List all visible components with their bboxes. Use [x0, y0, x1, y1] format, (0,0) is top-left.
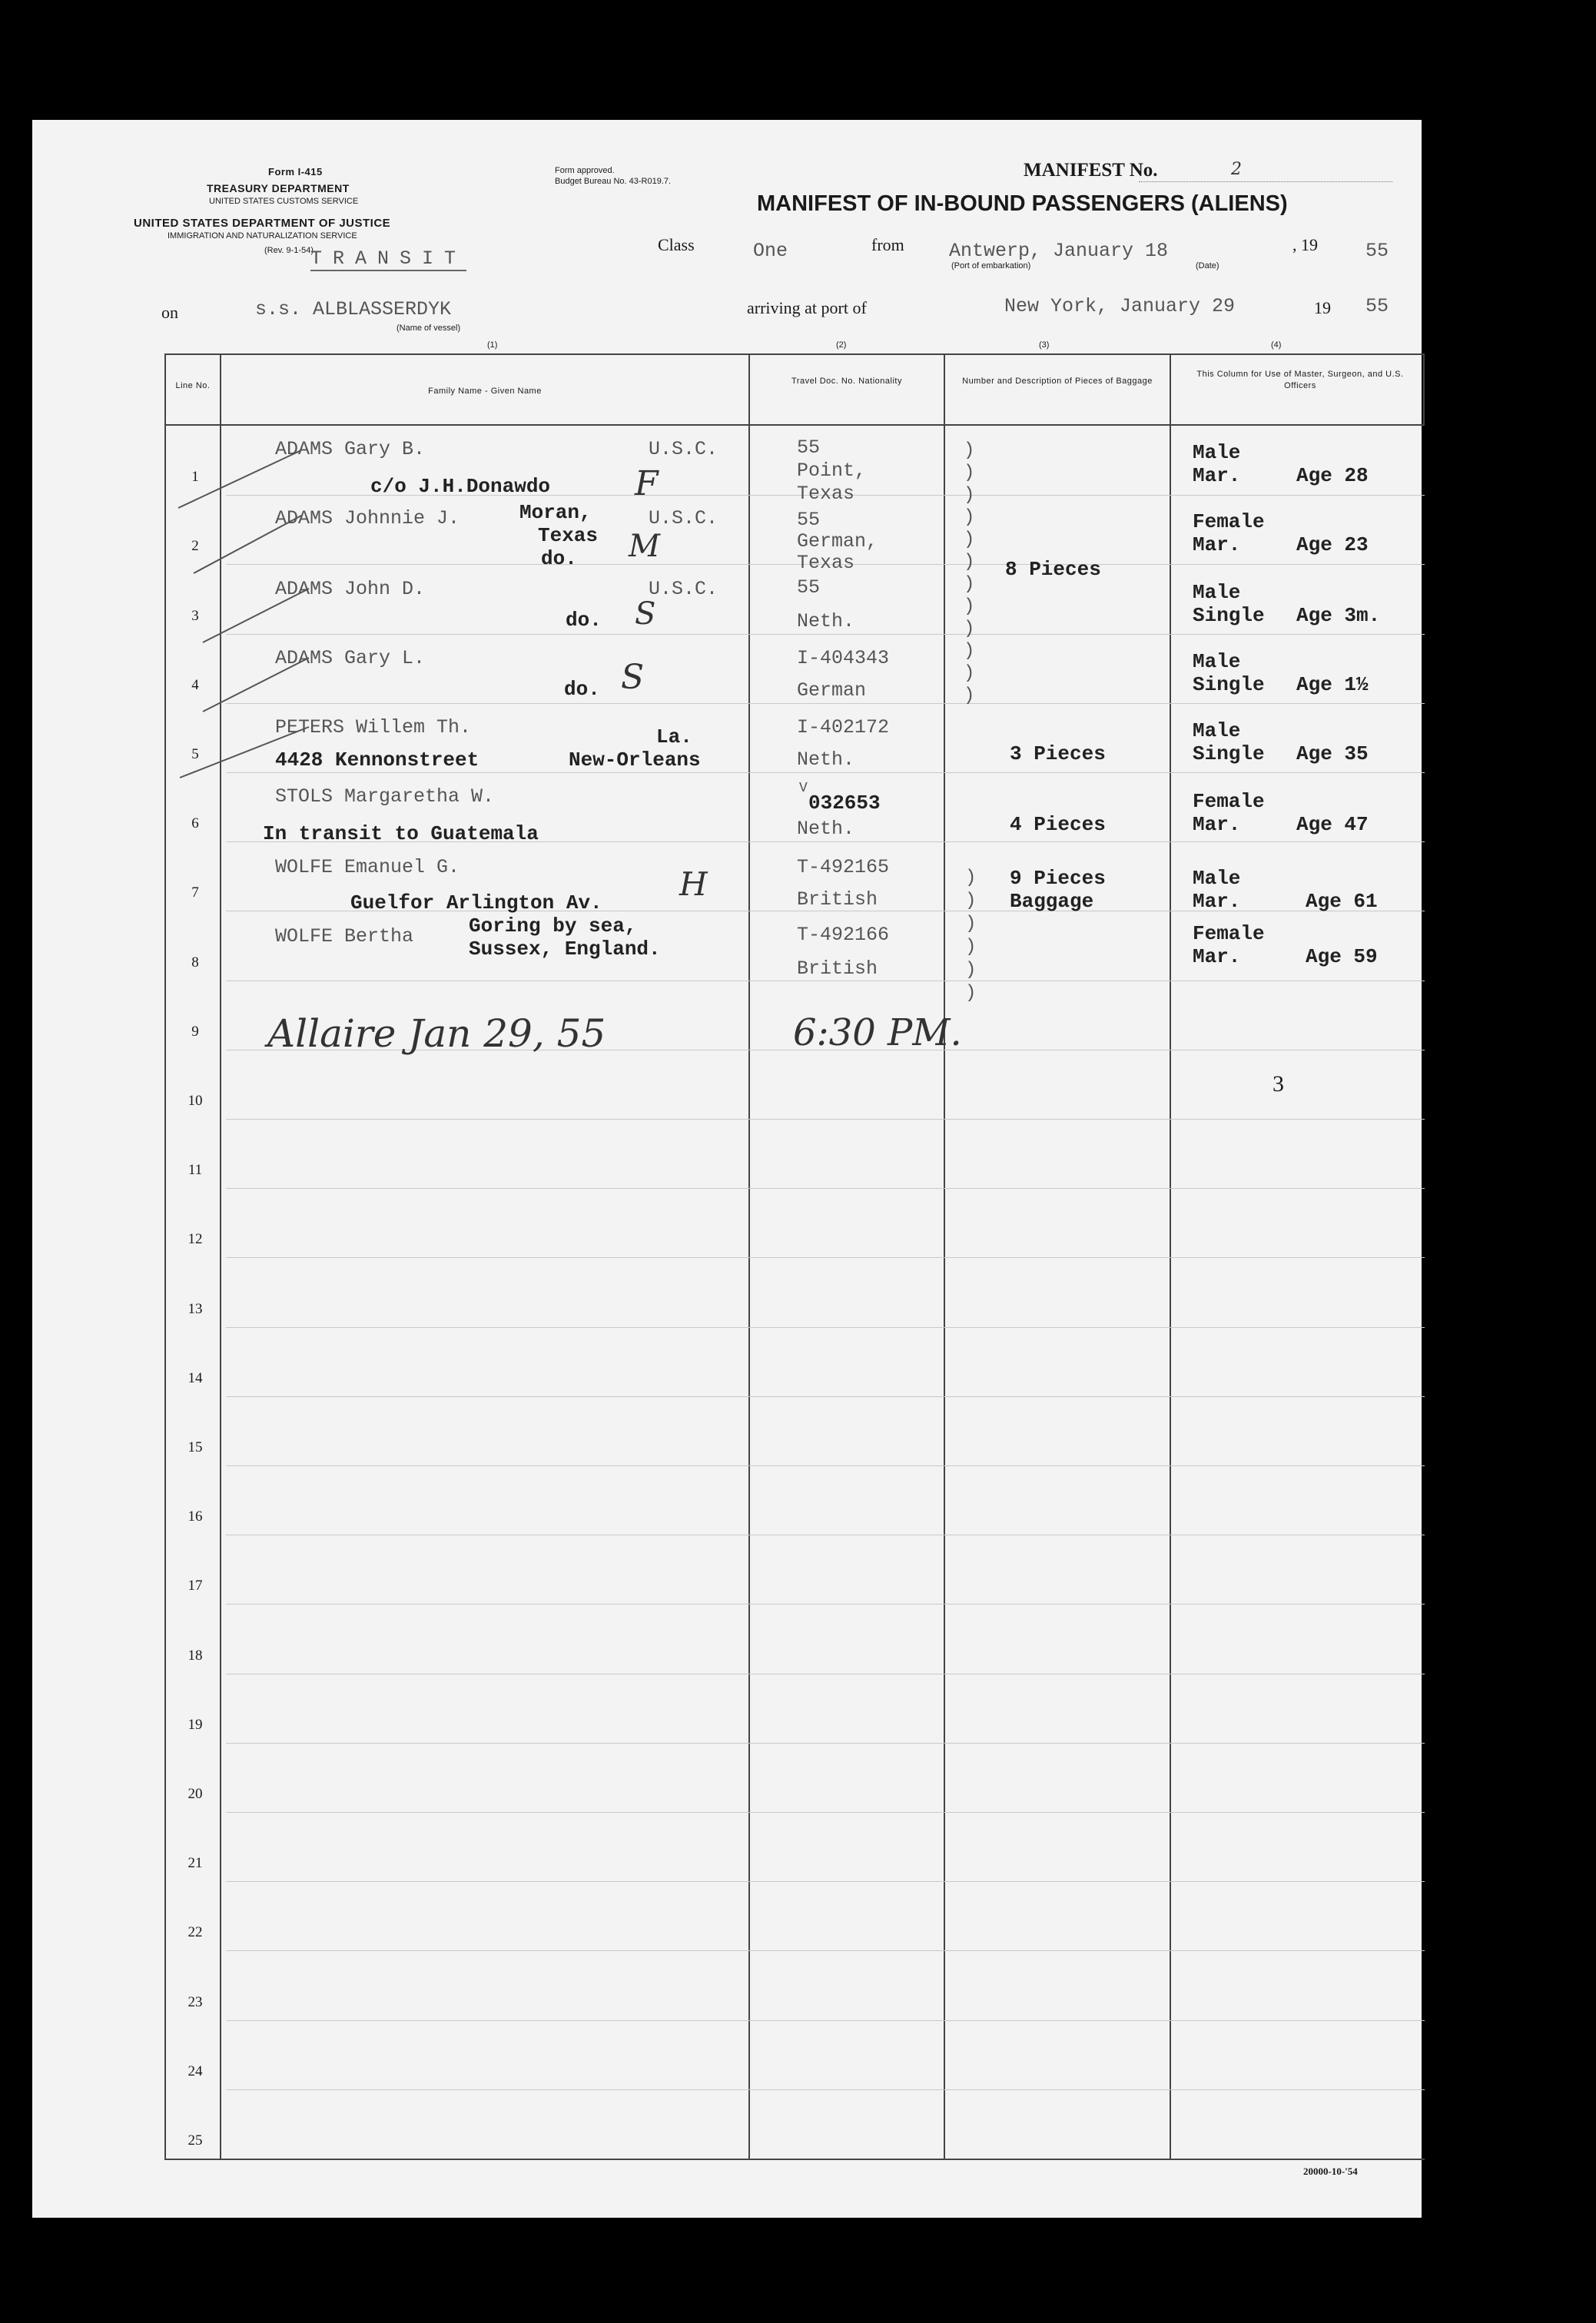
check-mark-1: [178, 450, 301, 508]
entry-name-7: WOLFE Emanuel G.: [275, 856, 460, 878]
entry-doc-2b: German,: [797, 530, 878, 553]
entry-mark-7: H: [679, 865, 708, 903]
row-rule: [226, 1881, 1425, 1882]
line-number: 21: [187, 1855, 203, 1872]
year-value-1: 55: [1365, 240, 1389, 262]
entry-mark-2: M: [629, 529, 660, 564]
entry-status-8: Mar.: [1193, 945, 1241, 968]
entry-status-6: Mar.: [1193, 813, 1241, 836]
row-rule: [226, 1257, 1425, 1258]
line-number: 19: [187, 1716, 203, 1733]
entry-sex-8: Female: [1193, 922, 1265, 945]
check-mark-5: [180, 727, 309, 778]
budget-bureau: Budget Bureau No. 43-R019.7.: [555, 177, 672, 186]
check-mark-2: [194, 516, 301, 573]
entry-doc-6a: V: [799, 781, 808, 796]
entry-citizen-3: U.S.C.: [649, 578, 718, 600]
column-number-2: (2): [836, 340, 847, 350]
check-marks: [32, 120, 1422, 1042]
entry-status-4: Single: [1193, 673, 1265, 696]
entry-doc-1b: Point,: [797, 460, 867, 482]
check-mark-4: [203, 658, 309, 712]
on-label: on: [161, 303, 178, 322]
manifest-page: [32, 120, 1422, 2218]
entry-doc-8a: T-492166: [797, 924, 890, 946]
manifest-number-value: 2: [1231, 160, 1242, 179]
entry-address-6: In transit to Guatemala: [263, 822, 539, 845]
entry-address-3: do.: [566, 609, 602, 632]
line-number: 11: [187, 1162, 203, 1179]
line-number: 16: [187, 1508, 203, 1525]
year-value-2: 55: [1365, 295, 1389, 317]
row-rule: [226, 1950, 1425, 1951]
inspector-signature: Allaire Jan 29, 55: [267, 1011, 606, 1056]
entry-address-5a: 4428 Kennonstreet: [275, 748, 479, 772]
entry-age-1: Age 28: [1296, 464, 1369, 487]
entry-age-3: Age 3m.: [1296, 604, 1381, 627]
line-number: 3: [191, 607, 199, 624]
entry-mark-4: S: [621, 658, 645, 697]
vessel-name: s.s. ALBLASSERDYK: [255, 298, 452, 320]
arrival-value: New York, January 29: [1004, 295, 1236, 317]
column-number-4: (4): [1271, 340, 1282, 350]
entry-baggage-5: 3 Pieces: [1010, 742, 1106, 765]
from-value: Antwerp, January 18: [949, 240, 1169, 262]
treasury-dept: TREASURY DEPARTMENT: [207, 182, 350, 194]
entry-address-8a: Goring by sea,: [469, 914, 637, 937]
row-rule: [226, 1396, 1425, 1397]
entry-baggage-6: 4 Pieces: [1010, 813, 1106, 836]
line-number: 1: [191, 469, 199, 486]
row-rule: [226, 1465, 1425, 1466]
year-prefix-1: , 19: [1292, 235, 1318, 254]
entry-mark-3: S: [635, 596, 656, 632]
inspection-time: 6:30 PM.: [793, 1011, 962, 1054]
line-number: 7: [191, 884, 199, 901]
entry-address-5b: La.: [656, 725, 692, 748]
line-number: 22: [187, 1924, 203, 1941]
print-code: 20000-10-'54: [1303, 2165, 1358, 2177]
transit-stamp: TRANSIT: [310, 247, 467, 270]
entry-doc-2a: 55: [797, 509, 821, 531]
check-mark-3: [203, 589, 309, 642]
row-rule: [226, 1812, 1425, 1813]
line-number: 12: [187, 1231, 203, 1248]
line-number: 4: [191, 676, 199, 693]
entry-status-7: Mar.: [1193, 890, 1241, 913]
entry-name-6: STOLS Margaretha W.: [275, 785, 495, 808]
line-number: 2: [191, 538, 199, 555]
column-header-name: Family Name - Given Name: [428, 387, 542, 396]
row-rule: [226, 1604, 1425, 1605]
entry-citizen-2: U.S.C.: [649, 507, 718, 529]
justice-dept: UNITED STATES DEPARTMENT OF JUSTICE: [134, 217, 391, 230]
table-right-rule: [1423, 353, 1425, 424]
column-header-officers: This Column for Use of Master, Surgeon, and U.S. Officers: [1196, 370, 1404, 390]
entry-address-2c: do.: [541, 547, 577, 570]
entry-sex-4: Male: [1193, 650, 1241, 673]
entry-doc-3a: 55: [797, 576, 821, 599]
entry-age-5: Age 35: [1296, 742, 1369, 765]
entry-name-3: ADAMS John D.: [275, 578, 426, 600]
entry-age-8: Age 59: [1306, 945, 1378, 968]
entry-address-7: Guelfor Arlington Av.: [350, 891, 602, 914]
row-rule: [226, 2020, 1425, 2021]
entry-doc-6c: Neth.: [797, 818, 855, 840]
class-value: One: [753, 240, 788, 262]
entry-sex-6: Female: [1193, 790, 1265, 813]
entry-doc-1a: 55: [797, 436, 821, 459]
line-number: 6: [191, 815, 199, 832]
line-number: 5: [191, 746, 199, 762]
entry-name-5: PETERS Willem Th.: [275, 716, 472, 738]
customs-service: UNITED STATES CUSTOMS SERVICE: [209, 197, 359, 206]
entry-age-2: Age 23: [1296, 533, 1369, 556]
form-approved: Form approved.: [555, 166, 615, 175]
column-header-baggage: Number and Description of Pieces of Baggage: [962, 377, 1153, 386]
entry-age-7: Age 61: [1306, 890, 1378, 913]
entry-doc-5b: Neth.: [797, 748, 855, 771]
line-number: 14: [187, 1369, 203, 1386]
line-number: 24: [187, 2062, 203, 2079]
brackets-rows-7-8: ) ) ) ) ) ): [965, 868, 977, 1004]
manifest-title: MANIFEST OF IN-BOUND PASSENGERS (ALIENS): [757, 191, 1288, 216]
column-number-3: (3): [1039, 340, 1050, 350]
column-header-line-no: Line No.: [175, 381, 211, 390]
line-number: 23: [187, 1993, 203, 2010]
line-number: 18: [187, 1647, 203, 1664]
entry-doc-7b: British: [797, 888, 878, 911]
row-rule: [226, 1327, 1425, 1328]
entry-baggage-group: 8 Pieces: [1005, 558, 1101, 581]
entry-name-8: WOLFE Bertha: [275, 925, 414, 947]
column-header-travel: Travel Doc. No. Nationality: [791, 377, 902, 386]
line-number: 13: [187, 1300, 203, 1317]
entry-sex-7: Male: [1193, 867, 1241, 890]
entry-address-2b: Texas: [538, 524, 599, 547]
entry-baggage-7a: 9 Pieces: [1010, 867, 1106, 890]
form-number: Form I-415: [268, 166, 323, 178]
manifest-number-label: MANIFEST No.: [1024, 160, 1158, 181]
table-bottom-rule: [164, 2159, 1425, 2160]
entry-name-1: ADAMS Gary B.: [275, 438, 426, 460]
entry-sex-5: Male: [1193, 719, 1241, 742]
entry-doc-4b: German: [797, 679, 867, 702]
entry-sex-3: Male: [1193, 581, 1241, 604]
line-number: 15: [187, 1439, 203, 1455]
entry-address-8b: Sussex, England.: [469, 937, 661, 961]
entry-age-6: Age 47: [1296, 813, 1369, 836]
entry-status-2: Mar.: [1193, 533, 1241, 556]
ins-service: IMMIGRATION AND NATURALIZATION SERVICE: [168, 231, 357, 241]
entry-address-5c: New-Orleans: [569, 748, 701, 772]
entry-name-2: ADAMS Johnnie J.: [275, 507, 460, 529]
row-rule: [226, 1743, 1425, 1744]
entry-doc-6b: 032653: [808, 791, 881, 815]
date-caption: (Date): [1196, 261, 1219, 270]
entry-doc-1c: Texas: [797, 483, 855, 505]
officer-note: 3: [1272, 1071, 1284, 1097]
row-rule: [226, 1188, 1425, 1189]
column-number-1: (1): [487, 340, 498, 350]
line-number: 17: [187, 1578, 203, 1595]
entry-age-4: Age 1½: [1296, 673, 1369, 696]
entry-doc-5a: I-402172: [797, 716, 890, 738]
entry-status-1: Mar.: [1193, 464, 1241, 487]
row-rule: [226, 1119, 1425, 1120]
entry-doc-3b: Neth.: [797, 610, 855, 632]
revision-date: (Rev. 9-1-54): [264, 246, 314, 255]
entry-doc-2c: Texas: [797, 552, 855, 574]
port-embark-caption: (Port of embarkation): [951, 261, 1031, 270]
entry-sex-1: Male: [1193, 441, 1241, 464]
entry-citizen-1: U.S.C.: [649, 438, 718, 460]
year-prefix-2: 19: [1314, 298, 1331, 317]
vessel-caption: (Name of vessel): [397, 324, 461, 333]
line-number: 9: [191, 1023, 199, 1040]
entry-name-4: ADAMS Gary L.: [275, 647, 426, 669]
entry-status-5: Single: [1193, 742, 1265, 765]
brackets-rows-1-4: ) ) ) ) ) ) ) ) ) ) ) ): [964, 440, 975, 706]
row-rule: [226, 2089, 1425, 2090]
entry-baggage-7b: Baggage: [1010, 890, 1094, 913]
entry-address-1: c/o J.H.Donawdo: [370, 475, 551, 498]
entry-address-2a: Moran,: [519, 501, 592, 524]
entry-doc-4a: I-404343: [797, 647, 890, 669]
from-label: from: [871, 235, 904, 254]
entry-status-3: Single: [1193, 604, 1265, 627]
line-number: 20: [187, 1786, 203, 1802]
arriving-label: arriving at port of: [747, 298, 867, 317]
entry-doc-8b: British: [797, 957, 878, 980]
entry-address-4: do.: [564, 678, 600, 701]
class-label: Class: [658, 235, 695, 254]
line-number: 25: [187, 2132, 203, 2149]
entry-sex-2: Female: [1193, 510, 1265, 533]
line-number: 10: [187, 1093, 203, 1109]
entry-doc-7a: T-492165: [797, 856, 890, 878]
line-number: 8: [191, 954, 199, 971]
entry-mark-1: F: [635, 464, 659, 503]
